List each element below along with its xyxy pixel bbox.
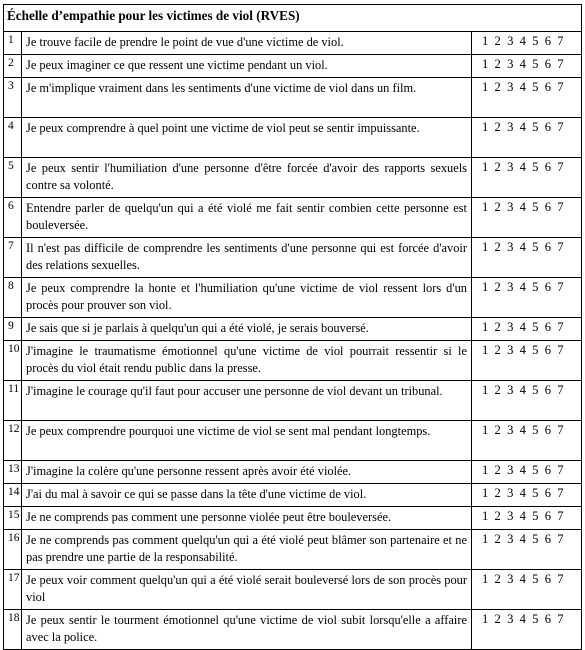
item-text: Entendre parler de quelqu'un qui a été violé me fait sentir combien cette personne est bouleversée.	[22, 198, 472, 238]
rating-scale: 1 2 3 4 5 6 7	[472, 461, 582, 484]
item-number: 9	[4, 318, 22, 341]
item-number: 18	[4, 610, 22, 650]
table-row	[4, 158, 582, 198]
rating-scale: 1 2 3 4 5 6 7	[472, 278, 582, 318]
rating-scale: 1 2 3 4 5 6 7	[472, 32, 582, 55]
item-number: 2	[4, 55, 22, 78]
rating-scale: 1 2 3 4 5 6 7	[472, 484, 582, 507]
item-number: 17	[4, 570, 22, 610]
table-row	[4, 278, 582, 318]
table-row	[4, 118, 582, 158]
item-number: 12	[4, 421, 22, 461]
item-text: J'imagine le traumatisme émotionnel qu'une victime de viol pourrait ressentir si le procès du viol était rendu public dans la presse.	[22, 341, 472, 381]
rating-scale: 1 2 3 4 5 6 7	[472, 118, 582, 158]
item-text: Je ne comprends pas comment quelqu'un qui a été violé peut blâmer son partenaire et ne pas prendre une partie de la responsabilité.	[22, 530, 472, 570]
item-number: 11	[4, 381, 22, 421]
table-title: Échelle d’empathie pour les victimes de viol (RVES)	[4, 5, 582, 32]
item-number: 1	[4, 32, 22, 55]
item-text: Je sais que si je parlais à quelqu'un qui a été violé, je serais bouversé.	[22, 318, 472, 341]
item-text: J'imagine la colère qu'une personne ressent après avoir été violée.	[22, 461, 472, 484]
table-row	[4, 381, 582, 421]
item-text: Je peux imaginer ce que ressent une victime pendant un viol.	[22, 55, 472, 78]
item-number: 4	[4, 118, 22, 158]
rating-scale: 1 2 3 4 5 6 7	[472, 610, 582, 650]
item-number: 7	[4, 238, 22, 278]
table-row	[4, 318, 582, 341]
item-text: Je peux sentir l'humiliation d'une personne d'être forcée d'avoir des rapports sexuels contre sa volonté.	[22, 158, 472, 198]
table-row	[4, 570, 582, 610]
item-number: 13	[4, 461, 22, 484]
rating-scale: 1 2 3 4 5 6 7	[472, 238, 582, 278]
table-row	[4, 421, 582, 461]
rating-scale: 1 2 3 4 5 6 7	[472, 341, 582, 381]
table-row	[4, 610, 582, 650]
item-text: Je ne comprends pas comment une personne violée peut être bouleversée.	[22, 507, 472, 530]
items-body	[4, 32, 582, 650]
item-number: 6	[4, 198, 22, 238]
rating-scale: 1 2 3 4 5 6 7	[472, 381, 582, 421]
rves-table	[3, 4, 582, 650]
rating-scale: 1 2 3 4 5 6 7	[472, 158, 582, 198]
rating-scale: 1 2 3 4 5 6 7	[472, 507, 582, 530]
rating-scale: 1 2 3 4 5 6 7	[472, 421, 582, 461]
item-number: 15	[4, 507, 22, 530]
table-row	[4, 530, 582, 570]
item-number: 3	[4, 78, 22, 118]
rating-scale: 1 2 3 4 5 6 7	[472, 570, 582, 610]
item-text: Je peux comprendre à quel point une victime de viol peut se sentir impuissante.	[22, 118, 472, 158]
rating-scale: 1 2 3 4 5 6 7	[472, 198, 582, 238]
table-row	[4, 55, 582, 78]
item-text: J'ai du mal à savoir ce qui se passe dans la tête d'une victime de viol.	[22, 484, 472, 507]
item-text: J'imagine le courage qu'il faut pour accuser une personne de viol devant un tribunal.	[22, 381, 472, 421]
item-text: Je peux voir comment quelqu'un qui a été violé serait bouleversé lors de son procès pour viol	[22, 570, 472, 610]
rating-scale: 1 2 3 4 5 6 7	[472, 318, 582, 341]
item-text: Je m'implique vraiment dans les sentiments d'une victime de viol dans un film.	[22, 78, 472, 118]
table-row	[4, 507, 582, 530]
item-text: Je peux comprendre la honte et l'humiliation qu'une victime de viol ressent lors d'un procès pour prouver son viol.	[22, 278, 472, 318]
item-number: 10	[4, 341, 22, 381]
table-row	[4, 238, 582, 278]
item-number: 5	[4, 158, 22, 198]
table-row	[4, 484, 582, 507]
table-row	[4, 78, 582, 118]
rating-scale: 1 2 3 4 5 6 7	[472, 530, 582, 570]
table-row	[4, 341, 582, 381]
item-text: Il n'est pas difficile de comprendre les sentiments d'une personne qui est forcée d'avoir des relations sexuelles.	[22, 238, 472, 278]
rating-scale: 1 2 3 4 5 6 7	[472, 78, 582, 118]
item-text: Je peux comprendre pourquoi une victime de viol se sent mal pendant longtemps.	[22, 421, 472, 461]
item-number: 16	[4, 530, 22, 570]
rating-scale: 1 2 3 4 5 6 7	[472, 55, 582, 78]
item-text: Je trouve facile de prendre le point de vue d'une victime de viol.	[22, 32, 472, 55]
item-number: 8	[4, 278, 22, 318]
table-row	[4, 461, 582, 484]
item-number: 14	[4, 484, 22, 507]
rves-document	[3, 4, 581, 650]
table-row	[4, 198, 582, 238]
table-row	[4, 32, 582, 55]
item-text: Je peux sentir le tourment émotionnel qu'une victime de viol subit lorsqu'elle a affaire avec la police.	[22, 610, 472, 650]
